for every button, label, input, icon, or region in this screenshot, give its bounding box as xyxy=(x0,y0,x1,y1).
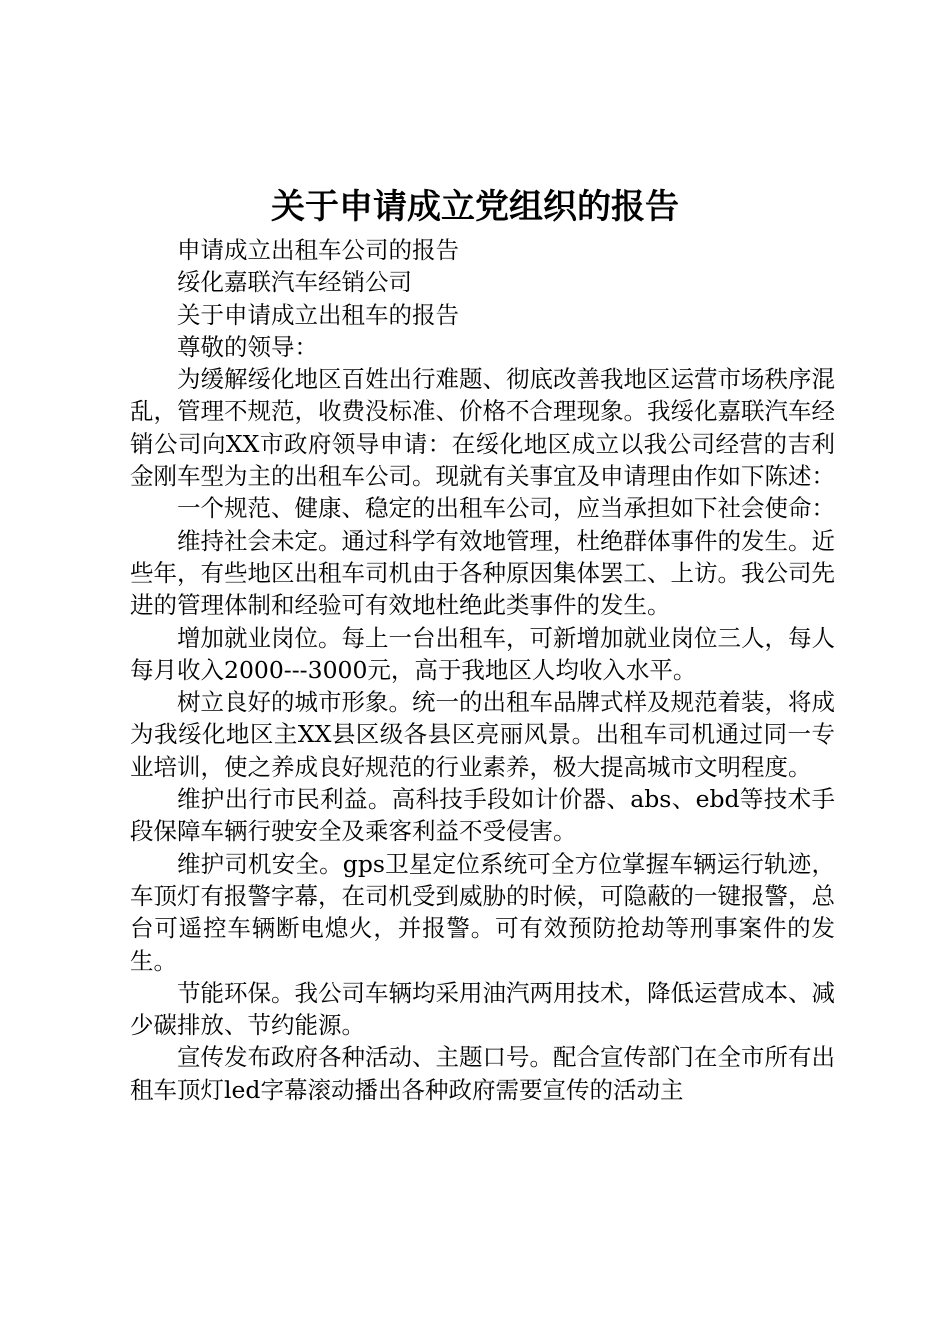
paragraph: 增加就业岗位。每上一台出租车，可新增加就业岗位三人，每人每月收入2000---3000元，高于我地区人均收入水平。 xyxy=(130,623,835,684)
paragraph: 为缓解绥化地区百姓出行难题、彻底改善我地区运营市场秩序混乱，管理不规范，收费没标准、价格不合理现象。我绥化嘉联汽车经销公司向XX市政府领导申请：在绥化地区成立以我公司经营的吉利金刚车型为主的出租车公司。现就有关事宜及申请理由作如下陈述： xyxy=(130,365,835,491)
paragraph: 宣传发布政府各种活动、主题口号。配合宣传部门在全市所有出租车顶灯led字幕滚动播出各种政府需要宣传的活动主 xyxy=(130,1043,835,1104)
paragraph: 节能环保。我公司车辆均采用油汽两用技术，降低运营成本、减少碳排放、节约能源。 xyxy=(130,978,835,1040)
document-title: 关于申请成立党组织的报告 xyxy=(271,187,679,227)
paragraph: 维护司机安全。gps卫星定位系统可全方位掌握车辆运行轨迹，车顶灯有报警字幕，在司机受到威胁的时候，可隐蔽的一键报警，总台可遥控车辆断电熄火，并报警。可有效预防抢劫等刑事案件的发生。 xyxy=(130,849,835,975)
paragraph: 尊敬的领导： xyxy=(177,332,318,361)
paragraph: 树立良好的城市形象。统一的出租车品牌式样及规范着装，将成为我绥化地区主XX县区级各县区亮丽风景。出租车司机通过同一专业培训，使之养成良好规范的行业素养，极大提高城市文明程度。 xyxy=(130,688,835,781)
paragraph: 申请成立出租车公司的报告 xyxy=(177,236,459,264)
paragraph: 维持社会未定。通过科学有效地管理，杜绝群体事件的发生。近些年，有些地区出租车司机由于各种原因集体罢工、上访。我公司先进的管理体制和经验可有效地杜绝此类事件的发生。 xyxy=(130,526,835,620)
paragraph: 维护出行市民利益。高科技手段如计价器、abs、ebd等技术手段保障车辆行驶安全及乘客利益不受侵害。 xyxy=(130,785,835,846)
document-body xyxy=(130,234,835,1106)
paragraph: 绥化嘉联汽车经销公司 xyxy=(177,268,412,297)
paragraph: 关于申请成立出租车的报告 xyxy=(177,300,459,329)
paragraph: 一个规范、健康、稳定的出租车公司，应当承担如下社会使命： xyxy=(177,494,835,523)
